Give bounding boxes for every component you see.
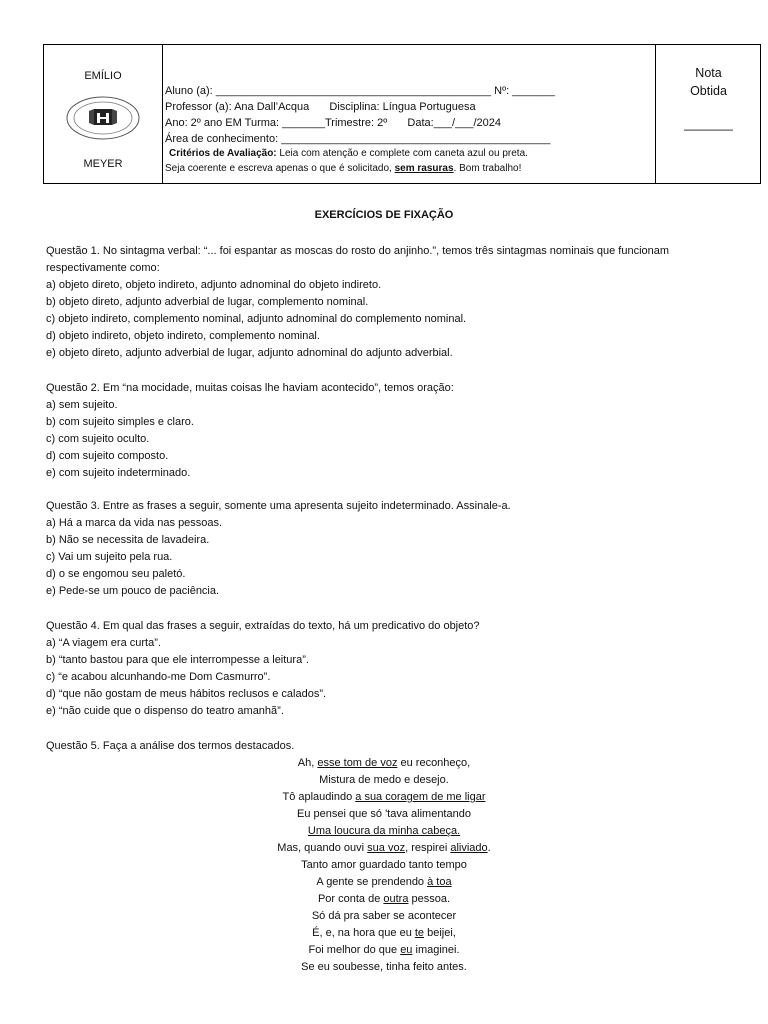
trimestre-label: Trimestre: 2º (324, 117, 388, 129)
aluno-field[interactable]: _____________________________________________ (215, 85, 492, 97)
coerente-emphasis: sem rasuras (394, 163, 454, 174)
poem-line-12: Foi melhor do que eu imaginei. (308, 944, 460, 956)
ano-line (165, 116, 501, 130)
nota-column (655, 45, 761, 183)
question-1-option-d: d) objeto indireto, objeto indireto, complemento nominal. (46, 330, 320, 342)
area-field[interactable]: ____________________________________________ (281, 133, 551, 145)
poem-line-6: Mas, quando ouvi sua voz, respirei aliviado. (277, 842, 491, 854)
student-info (165, 45, 653, 183)
question-3-option-b: b) Não se necessita de lavadeira. (46, 534, 210, 546)
poem-line-11: É, e, na hora que eu te beijei, (312, 927, 456, 939)
question-4-option-d: d) “que não gostam de meus hábitos reclusos e calados”. (46, 688, 327, 700)
ano-label: Ano: 2º ano EM Turma: (165, 117, 280, 129)
highlighted-term: à toa (427, 876, 452, 888)
highlighted-term: aliviado (450, 842, 488, 854)
question-4 (46, 618, 480, 720)
highlighted-term: eu (400, 944, 413, 956)
poem-line-5 (184, 823, 584, 840)
question-2-option-a: a) sem sujeito. (46, 399, 118, 411)
area-line (165, 132, 550, 146)
professor-label: Professor (a): Ana Dall’Acqua (165, 101, 310, 113)
question-5-text: Questão 5. Faça a análise dos termos destacados. (46, 740, 295, 752)
criterios-line (169, 147, 528, 161)
school-column (44, 45, 163, 183)
question-2-option-e: e) com sujeito indeterminado. (46, 467, 191, 479)
question-4-text: Questão 4. Em qual das frases a seguir, extraídas do texto, há um predicativo do objeto? (46, 620, 480, 632)
school-name-bottom: MEYER (83, 158, 123, 170)
question-2-text: Questão 2. Em “na mocidade, muitas coisas lhe haviam acontecido”, temos oração: (46, 382, 454, 394)
question-1 (46, 243, 669, 362)
highlighted-term: Uma loucura da minha cabeça. (307, 825, 461, 837)
nota-label-line2: Obtida (690, 84, 727, 98)
numero-field[interactable]: _______ (512, 85, 556, 97)
nota-field[interactable]: _______ (684, 117, 733, 131)
coerente-text-2: . Bom trabalho! (453, 163, 522, 174)
turma-field[interactable]: _______ (282, 117, 325, 129)
poem-line-9: Por conta de outra pessoa. (317, 893, 451, 905)
aluno-line (165, 84, 555, 98)
question-3-option-a: a) Há a marca da vida nas pessoas. (46, 517, 223, 529)
poem-line-10: Só dá pra saber se acontecer (311, 910, 457, 922)
numero-label: Nº: (494, 85, 510, 97)
question-4-option-b: b) “tanto bastou para que ele interrompesse a leitura”. (46, 654, 309, 666)
question-2-option-b: b) com sujeito simples e claro. (46, 416, 194, 428)
poem-line-4: Eu pensei que só 'tava alimentando (297, 808, 471, 820)
school-name-top: EMÍLIO (84, 70, 122, 82)
professor-line (165, 100, 476, 114)
question-3-text: Questão 3. Entre as frases a seguir, somente uma apresenta sujeito indeterminado. Assinale-a. (46, 500, 511, 512)
question-2-option-d: d) com sujeito composto. (46, 450, 169, 462)
aluno-label: Aluno (a): (165, 85, 213, 97)
poem-line-8: A gente se prendendo à toa (316, 876, 452, 888)
disciplina-label: Disciplina: Língua Portuguesa (329, 101, 476, 113)
question-1-option-b: b) objeto direto, adjunto adverbial de lugar, complemento nominal. (46, 296, 369, 308)
question-1-text-line1: Questão 1. No sintagma verbal: “... foi espantar as moscas do rosto do anjinho.”, temos três sintagmas nominais que funcionam (46, 245, 670, 257)
question-2-option-c: c) com sujeito oculto. (46, 433, 150, 445)
school-logo-icon (65, 96, 141, 140)
question-3 (46, 498, 511, 600)
page-title: EXERCÍCIOS DE FIXAÇÃO (314, 209, 454, 221)
header-box (43, 44, 761, 184)
question-4-option-c: c) “e acabou alcunhando-me Dom Casmurro”. (46, 671, 271, 683)
question-4-option-e: e) “não cuide que o dispenso do teatro amanhã”. (46, 705, 284, 717)
data-label: Data: (407, 117, 434, 129)
question-1-option-c: c) objeto indireto, complemento nominal, adjunto adnominal do complemento nominal. (46, 313, 467, 325)
criterios-label: Critérios de Avaliação: (169, 148, 277, 159)
nota-label (656, 64, 761, 100)
highlighted-term: a sua coragem de me ligar (355, 791, 486, 803)
question-1-text-line2: respectivamente como: (46, 262, 160, 274)
question-3-option-c: c) Vai um sujeito pela rua. (46, 551, 173, 563)
poem-line-3: Tô aplaudindo a sua coragem de me ligar (282, 791, 486, 803)
coerente-line (165, 162, 521, 176)
question-3-option-d: d) o se engomou seu paletó. (46, 568, 186, 580)
area-label: Área de conhecimento: (165, 133, 279, 145)
question-1-option-e: e) objeto direto, adjunto adverbial de lugar, adjunto adnominal do adjunto adverbial. (46, 347, 453, 359)
highlighted-term: esse tom de voz (317, 757, 398, 769)
highlighted-term: te (414, 927, 425, 939)
poem-line-7: Tanto amor guardado tanto tempo (301, 859, 467, 871)
poem-line-1: Ah, esse tom de voz eu reconheço, (297, 757, 471, 769)
highlighted-term: sua voz (367, 842, 406, 854)
data-field[interactable]: ___/___/2024 (433, 117, 501, 129)
poem-line-2: Mistura de medo e desejo. (319, 774, 449, 786)
question-2 (46, 380, 454, 482)
question-4-option-a: a) “A viagem era curta”. (46, 637, 161, 649)
coerente-text-1: Seja coerente e escreva apenas o que é solicitado, (165, 163, 392, 174)
criterios-text: Leia com atenção e complete com caneta azul ou preta. (279, 148, 528, 159)
poem (184, 755, 584, 976)
poem-line-13: Se eu soubesse, tinha feito antes. (301, 961, 467, 973)
question-3-option-e: e) Pede-se um pouco de paciência. (46, 585, 220, 597)
nota-label-line1: Nota (695, 66, 722, 80)
question-1-option-a: a) objeto direto, objeto indireto, adjunto adnominal do objeto indireto. (46, 279, 382, 291)
highlighted-term: outra (383, 893, 409, 905)
